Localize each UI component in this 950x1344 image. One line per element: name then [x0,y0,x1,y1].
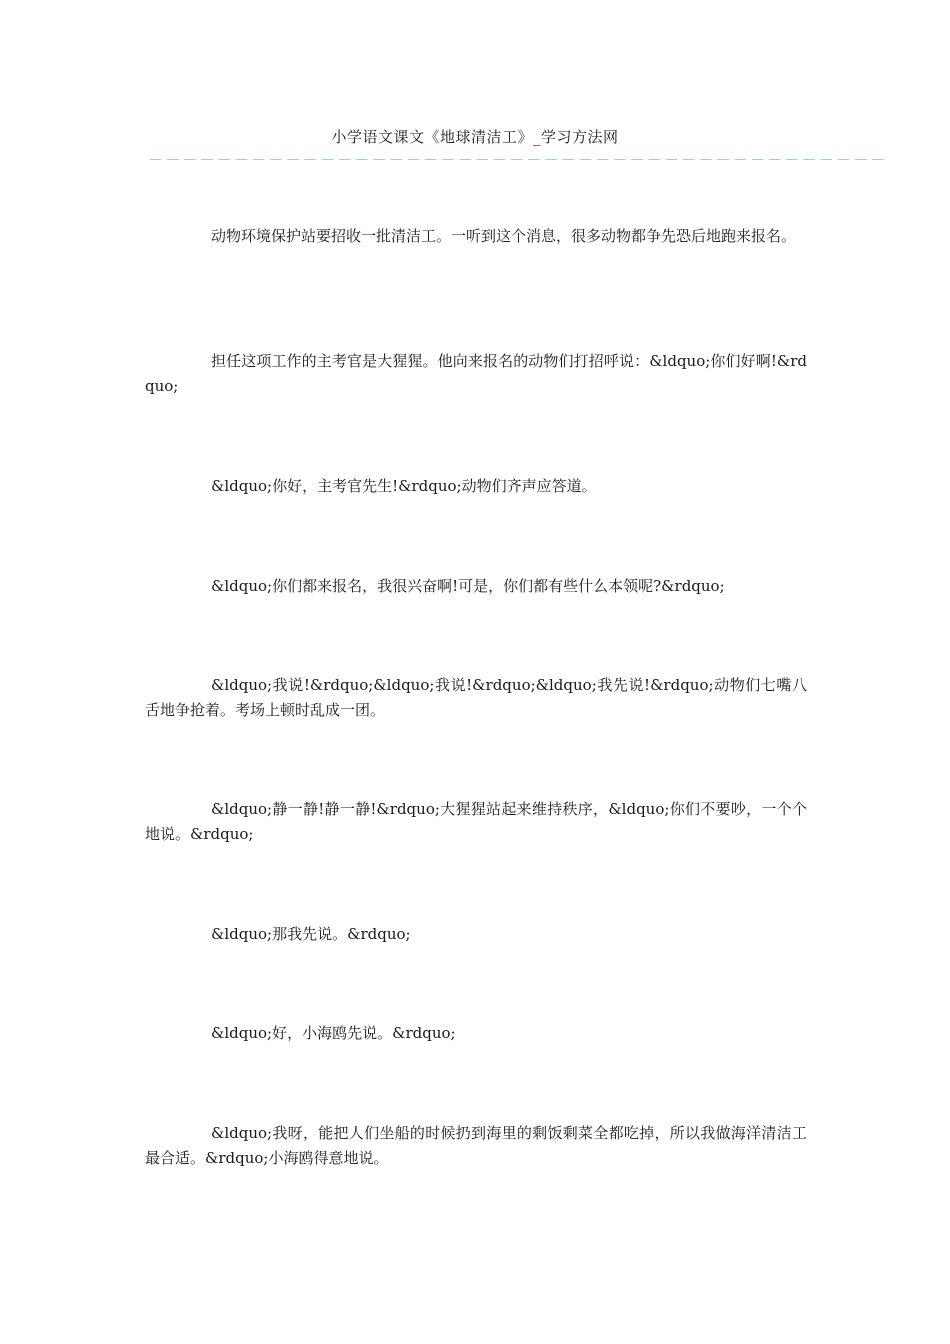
paragraph: &ldquo;好，小海鸥先说。&rdquo; [211,1024,456,1042]
paragraph: &ldquo;那我先说。&rdquo; [211,925,411,943]
paragraph: &ldquo;我呀，能把人们坐船的时候扔到海里的剩饭剩菜全都吃掉，所以我做海洋清洁工最合适。&rdquo;小海鸥得意地说。 [145,1124,807,1167]
paragraph: 担任这项工作的主考官是大猩猩。他向来报名的动物们打招呼说：&ldquo;你们好啊!&rdquo; [145,352,807,395]
paragraph: &ldquo;你好，主考官先生!&rdquo;动物们齐声应答道。 [211,477,597,495]
document-title: 小学语文课文《地球清洁工》_学习方法网 [331,128,619,146]
title-divider: －－－－－－－－－－－－－－－－－－－－－－－－－－－－－－－－－－－－－－－－－－－ [148,151,888,169]
paragraph: &ldquo;你们都来报名，我很兴奋啊!可是，你们都有些什么本领呢?&rdquo; [211,577,725,595]
paragraph: &ldquo;静一静!静一静!&rdquo;大猩猩站起来维持秩序，&ldquo;你们不要吵，一个个地说。&rdquo; [145,800,807,843]
paragraph: &ldquo;我说!&rdquo;&ldquo;我说!&rdquo;&ldquo;我先说!&rdquo;动物们七嘴八舌地争抢着。考场上顿时乱成一团。 [145,676,807,719]
paragraph: 动物环境保护站要招收一批清洁工。一听到这个消息，很多动物都争先恐后地跑来报名。 [211,227,797,245]
